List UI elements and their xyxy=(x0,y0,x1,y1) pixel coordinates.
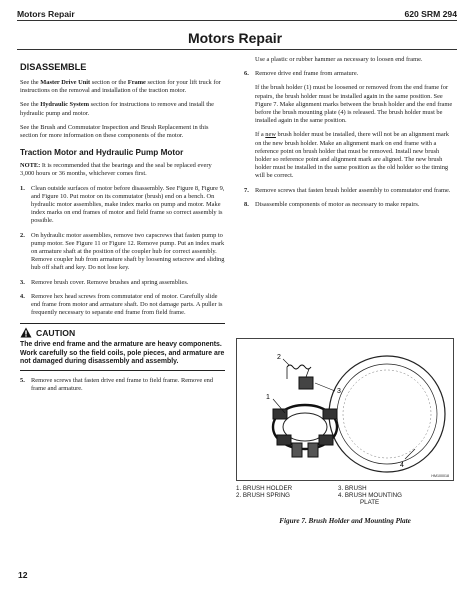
step-number: 1. xyxy=(20,184,25,192)
legend-item: 2. BRUSH SPRING xyxy=(236,492,290,499)
callout-4: 4 xyxy=(400,462,404,469)
step-number: 6. xyxy=(244,70,249,78)
legend-item: 1. BRUSH HOLDER xyxy=(236,485,293,492)
figure-frame xyxy=(236,338,454,481)
section-heading-disassemble: DISASSEMBLE xyxy=(20,62,87,72)
text-run: See the xyxy=(20,79,41,86)
step-text: Remove screws that fasten brush holder assembly to commutator end frame. xyxy=(255,186,451,194)
subsection-heading-traction: Traction Motor and Hydraulic Pump Motor xyxy=(20,148,184,158)
step-number: 2. xyxy=(20,231,25,239)
callout-3: 3 xyxy=(337,388,341,395)
header-divider xyxy=(17,20,457,21)
title-divider xyxy=(17,49,457,50)
text-run: section for instructions to remove and install the hydraulic pump and motor. xyxy=(20,101,215,117)
text-run: brush holder must be installed, there will not be an alignment mark on the new brush holder. Make an alignment mark on end frame with a reference point on brush holder that must be removed. Install new brush holder so reference point and alignment mark are aligned. The new brush holder must be installed in the same position as the old holder so the timing will be correct. xyxy=(255,131,449,180)
callout-2: 2 xyxy=(277,354,281,361)
step-text: Remove hex head screws from commutator end of motor. Carefully slide end frame from motor and armature shaft. Do not damage parts. A puller is frequently necessary to separate end frame from field frame. xyxy=(31,292,223,317)
step-text: Clean outside surfaces of motor before disassembly. See Figure 8, Figure 9, and Figure 10. Put motor on its commutator (brush) end on a bench. On hydraulic motor assemblies, make index marks on pump and motor. Make index marks on end frames of motor and field frame so correct assembly is possible. xyxy=(31,184,225,225)
text-run: See the xyxy=(20,101,41,109)
step-1 xyxy=(20,185,225,226)
page-number: 12 xyxy=(18,570,28,580)
left-column xyxy=(20,56,225,399)
step-number: 5. xyxy=(20,376,25,384)
caution-divider xyxy=(20,323,225,324)
bold-ref-master-drive: Master Drive Unit xyxy=(40,79,91,86)
right-column xyxy=(244,56,454,215)
step-6 xyxy=(244,70,454,78)
legend-item: 4. BRUSH MOUNTING xyxy=(338,492,402,499)
step-8 xyxy=(244,201,454,209)
step-text: Remove screws that fasten drive end frame to field frame. Remove end frame and armature. xyxy=(31,376,214,392)
legend-item: PLATE xyxy=(360,499,380,506)
brush-mounting-plate-drawing xyxy=(329,356,445,472)
note-text: It is recommended that the bearings and the seal be replaced every 3,000 hours or 36 months, whichever comes first. xyxy=(20,162,212,178)
step-number: 4. xyxy=(20,292,25,300)
brush-drawing xyxy=(299,369,313,389)
step-text: Disassemble components of motor as necessary to make repairs. xyxy=(255,200,420,208)
legend-item: 3. BRUSH xyxy=(338,485,367,492)
text-run: If a xyxy=(255,131,266,139)
step-3 xyxy=(20,279,225,287)
brush-holder-illustration xyxy=(237,339,453,480)
bold-ref-hydraulic: Hydraulic System xyxy=(40,101,90,109)
step-5 xyxy=(20,377,225,393)
step-text: Remove brush cover. Remove brushes and spring assemblies. xyxy=(31,278,189,286)
step-text: Remove drive end frame from armature. xyxy=(255,70,359,78)
caution-label: CAUTION xyxy=(36,327,76,338)
header-section-title: Motors Repair xyxy=(17,9,75,19)
figure-7 xyxy=(236,338,454,506)
text-run: section or the xyxy=(90,79,128,86)
note-label: NOTE: xyxy=(20,162,41,170)
step-4 xyxy=(20,293,225,318)
note-paragraph xyxy=(20,162,225,178)
step-7 xyxy=(244,187,454,195)
figure-code: HM100018 xyxy=(431,474,449,478)
text-run: section for your lift truck for instructions on the removal and installation of the traction motor. xyxy=(20,79,221,95)
paragraph-master-drive xyxy=(20,79,225,95)
caution-text: The drive end frame and the armature are heavy components. Work carefully so the field coils, pole pieces, and armature are not damaged during disassembly and assembly. xyxy=(20,341,225,366)
caution-divider xyxy=(20,370,225,371)
warning-triangle-icon xyxy=(20,327,32,338)
step-number: 3. xyxy=(20,278,25,286)
paragraph-new-holder xyxy=(244,131,454,180)
underlined-word: new xyxy=(265,131,276,139)
paragraph-brush-holder: If the brush holder (1) must be loosened or removed from the end frame for repairs, the brush holder must be installed again in the same position. See Figure 7. Make alignment marks between the brush holder and the end frame before the brush mounting plate (4) is released. The brush holder must be installed again in the same position. xyxy=(255,84,453,125)
page-title: Motors Repair xyxy=(187,30,283,46)
figure-caption: Figure 7. Brush Holder and Mounting Plate xyxy=(279,517,411,525)
caution-header xyxy=(20,327,225,338)
paragraph-hydraulic xyxy=(20,101,225,117)
step-number: 8. xyxy=(244,200,249,208)
header-doc-number: 620 SRM 294 xyxy=(404,9,457,19)
continued-step-text: Use a plastic or rubber hammer as necessary to loosen end frame. xyxy=(255,56,423,63)
paragraph-brush-commutator: See the Brush and Commutator Inspection and Brush Replacement in this section for more information on these components of the motor. xyxy=(20,123,209,140)
bold-ref-frame: Frame xyxy=(127,79,146,86)
brush-holder-drawing xyxy=(273,405,337,457)
step-text: On hydraulic motor assemblies, remove two capscrews that fasten pump to pump motor. See Figure 11 or Figure 12. Remove pump. Put an index mark on armature shaft at the position of the coupler hub for correct assembly. Remove coupler hub from armature shaft by loosening setscrew and sliding hub off shaft and key. Do not lose key. xyxy=(31,231,225,272)
step-number: 7. xyxy=(244,186,249,194)
step-2 xyxy=(20,232,225,273)
callout-1: 1 xyxy=(266,394,270,401)
